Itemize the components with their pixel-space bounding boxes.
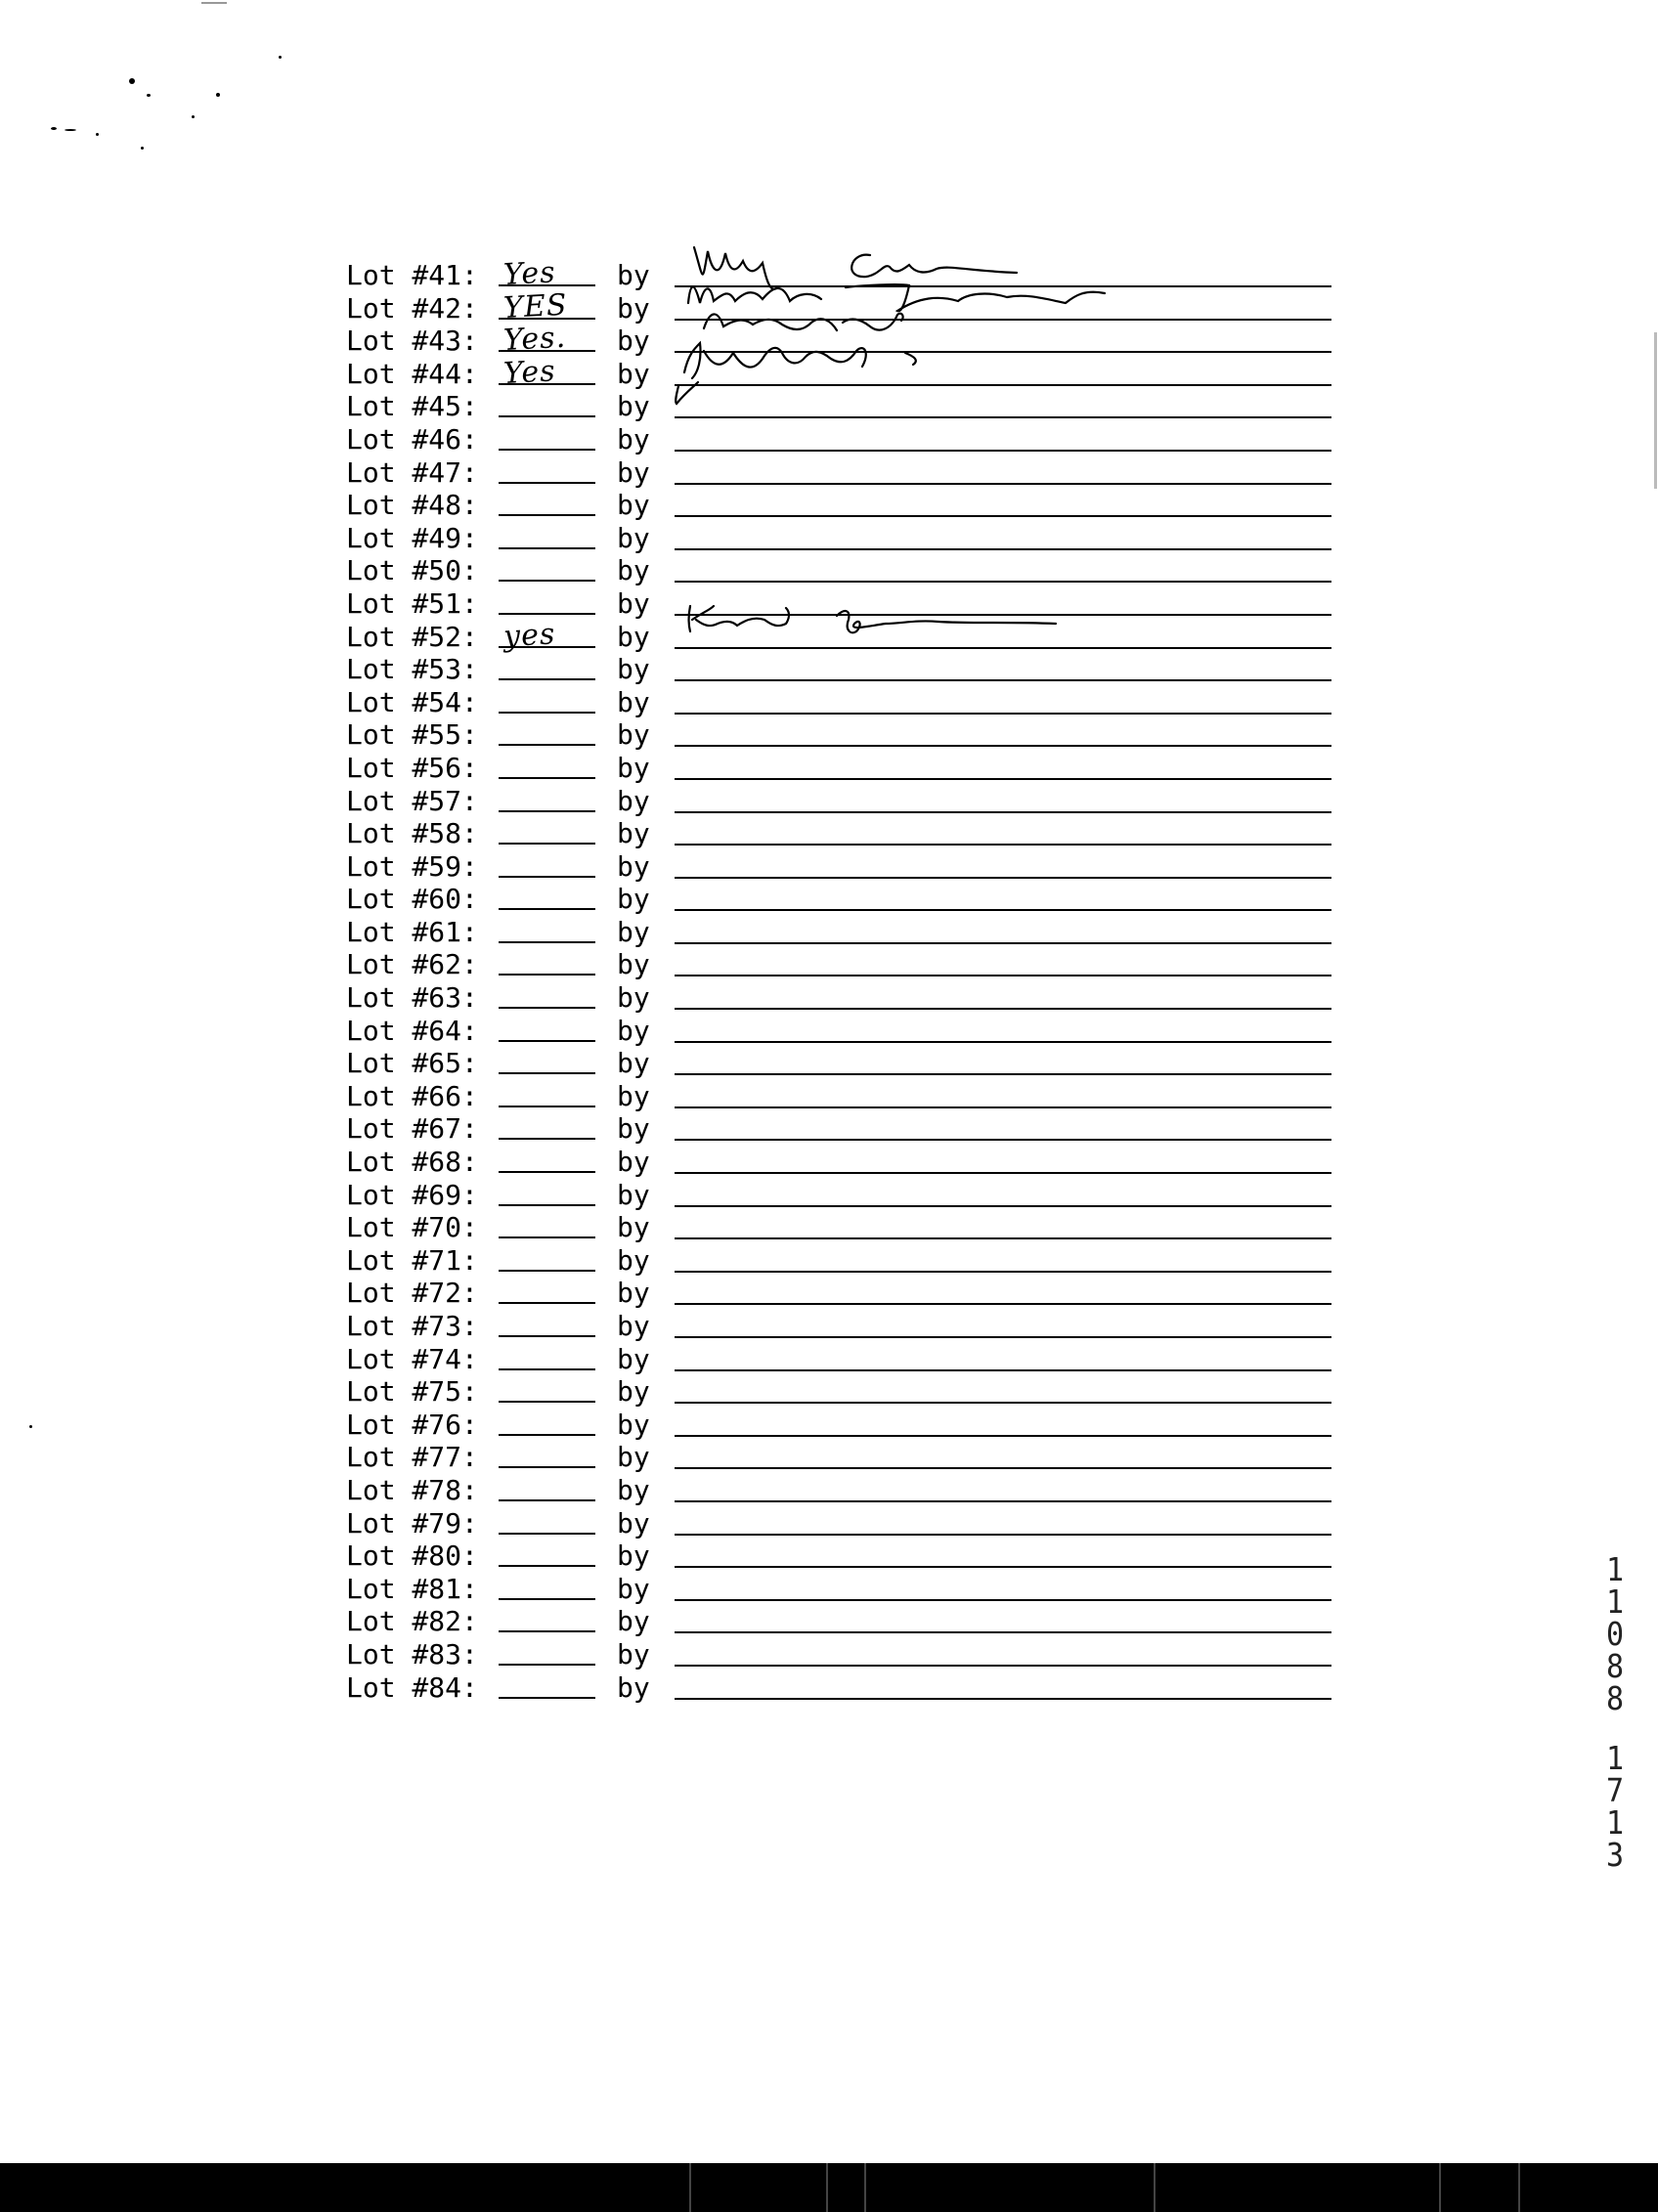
by-label: by: [617, 1014, 650, 1047]
lot-row: [346, 522, 1382, 555]
answer-field[interactable]: [499, 456, 595, 484]
lot-row: [346, 981, 1382, 1015]
lot-row: [346, 1277, 1382, 1310]
answer-field[interactable]: [499, 1638, 595, 1666]
answer-field[interactable]: [499, 1047, 595, 1074]
answer-field[interactable]: [499, 1080, 595, 1107]
lot-row: [346, 1375, 1382, 1409]
lot-row: [346, 1244, 1382, 1278]
by-label: by: [617, 489, 650, 522]
lot-row: [346, 1441, 1382, 1474]
answer-field[interactable]: [499, 320, 595, 359]
signature-line[interactable]: [675, 850, 1331, 879]
lot-row: [346, 1343, 1382, 1376]
answer-field[interactable]: [499, 354, 595, 391]
lot-row: [346, 1015, 1382, 1048]
signature-line[interactable]: [675, 1146, 1331, 1174]
lot-number-label: Lot #72:: [346, 1277, 478, 1310]
lot-row: [346, 1409, 1382, 1442]
by-label: by: [617, 1375, 650, 1409]
lot-number-label: Lot #69:: [346, 1178, 478, 1211]
answer-field[interactable]: [499, 1409, 595, 1436]
signature-line[interactable]: [675, 1112, 1331, 1141]
lot-number-label: Lot #59:: [346, 849, 478, 883]
by-label: by: [617, 948, 650, 981]
signature-line[interactable]: [675, 489, 1331, 517]
lot-row: [346, 1179, 1382, 1212]
lot-number-label: Lot #53:: [346, 653, 478, 686]
lot-number-label: Lot #81:: [346, 1572, 478, 1605]
lot-number-label: Lot #75:: [346, 1375, 478, 1409]
lot-row: [346, 653, 1382, 686]
by-label: by: [617, 883, 650, 916]
answer-field[interactable]: [499, 1573, 595, 1600]
lot-number-label: Lot #55:: [346, 718, 478, 752]
signature-line[interactable]: [675, 1375, 1331, 1404]
by-label: by: [617, 1670, 650, 1704]
answer-field[interactable]: [499, 916, 595, 943]
by-label: by: [617, 751, 650, 784]
lot-number-label: Lot #61:: [346, 915, 478, 948]
lot-row: [346, 1146, 1382, 1179]
control-digit: 1: [1605, 1583, 1625, 1622]
lot-number-label: Lot #64:: [346, 1014, 478, 1047]
lot-row: [346, 1047, 1382, 1080]
by-label: by: [617, 291, 650, 325]
by-label: by: [617, 586, 650, 620]
lot-row: [346, 1474, 1382, 1507]
answer-field[interactable]: [499, 1540, 595, 1567]
by-label: by: [617, 1047, 650, 1080]
signature-line[interactable]: [675, 1474, 1331, 1502]
answer-field[interactable]: [499, 287, 595, 325]
lot-number-label: Lot #73:: [346, 1310, 478, 1342]
signature-line[interactable]: [675, 981, 1331, 1010]
lot-row: [346, 423, 1382, 456]
signature-line[interactable]: [675, 1441, 1331, 1469]
scan-mark: [201, 2, 227, 4]
control-digit: 7: [1605, 1772, 1625, 1810]
by-label: by: [617, 325, 650, 358]
lot-number-label: Lot #43:: [346, 325, 478, 358]
by-label: by: [617, 1178, 650, 1211]
answer-field[interactable]: [499, 255, 595, 292]
answer-field[interactable]: [499, 1277, 595, 1304]
by-label: by: [617, 357, 650, 390]
signature-line[interactable]: [675, 1080, 1331, 1108]
by-label: by: [617, 1277, 650, 1310]
signature-line[interactable]: [675, 1638, 1331, 1667]
answer-field[interactable]: [499, 522, 595, 549]
lot-row: [346, 1540, 1382, 1573]
lot-number-label: Lot #78:: [346, 1473, 478, 1506]
handwritten-signature: [675, 372, 1124, 421]
by-label: by: [617, 1637, 650, 1670]
answer-field[interactable]: [499, 489, 595, 516]
lot-number-label: Lot #45:: [346, 390, 478, 423]
lot-number-label: Lot #57:: [346, 784, 478, 817]
lot-number-label: Lot #42:: [346, 291, 478, 325]
lot-row: [346, 850, 1382, 884]
answer-field[interactable]: [499, 981, 595, 1009]
by-label: by: [617, 554, 650, 587]
signature-line[interactable]: [675, 1343, 1331, 1371]
lot-row: [346, 817, 1382, 850]
signature-line[interactable]: [675, 1244, 1331, 1273]
lot-row: [346, 1573, 1382, 1606]
lot-row: [346, 916, 1382, 949]
handwritten-answer: Yes: [502, 354, 557, 391]
lot-number-label: Lot #74:: [346, 1342, 478, 1375]
signature-line[interactable]: [675, 1047, 1331, 1075]
answer-field[interactable]: [499, 554, 595, 582]
lot-number-label: Lot #51:: [346, 586, 478, 620]
document-control-number: [1601, 1551, 1629, 1875]
signature-line[interactable]: [675, 522, 1331, 550]
lot-number-label: Lot #47:: [346, 455, 478, 489]
handwritten-answer: Yes: [502, 255, 557, 292]
lot-number-label: Lot #58:: [346, 817, 478, 850]
by-label: by: [617, 1079, 650, 1112]
lot-number-label: Lot #84:: [346, 1670, 478, 1704]
answer-field[interactable]: [499, 1310, 595, 1337]
lot-number-label: Lot #60:: [346, 883, 478, 916]
lot-number-label: Lot #48:: [346, 489, 478, 522]
answer-field[interactable]: [499, 752, 595, 779]
handwritten-answer: YES: [502, 287, 569, 325]
lot-row: [346, 1638, 1382, 1671]
lot-row: [346, 1671, 1382, 1705]
lot-row: [346, 785, 1382, 818]
signature-line[interactable]: [675, 1310, 1331, 1338]
lot-number-label: Lot #63:: [346, 981, 478, 1015]
lot-number-label: Lot #52:: [346, 620, 478, 653]
lot-number-label: Lot #50:: [346, 554, 478, 587]
by-label: by: [617, 653, 650, 686]
by-label: by: [617, 1408, 650, 1441]
scan-edge-mark: [1654, 332, 1657, 489]
answer-field[interactable]: [499, 616, 595, 654]
signature-line[interactable]: [675, 752, 1331, 780]
control-digit: 8: [1605, 1648, 1625, 1686]
answer-field[interactable]: [499, 948, 595, 976]
lot-number-label: Lot #68:: [346, 1146, 478, 1179]
signature-line[interactable]: [675, 653, 1331, 681]
lot-number-label: Lot #65:: [346, 1047, 478, 1080]
handwritten-answer: yes: [502, 616, 557, 654]
control-digit: 1: [1605, 1740, 1625, 1778]
lot-number-label: Lot #67:: [346, 1112, 478, 1146]
scan-bottom-band: [0, 2163, 1658, 2212]
answer-field[interactable]: [499, 1211, 595, 1238]
by-label: by: [617, 1572, 650, 1605]
lot-row: [346, 686, 1382, 719]
handwritten-answer: Yes.: [502, 320, 567, 359]
control-digit: 8: [1605, 1680, 1625, 1718]
signature-line[interactable]: [675, 1573, 1331, 1601]
by-label: by: [617, 455, 650, 489]
signature-line[interactable]: [675, 883, 1331, 911]
lot-row: [346, 1112, 1382, 1146]
by-label: by: [617, 817, 650, 850]
signature-line[interactable]: [675, 456, 1331, 485]
answer-field[interactable]: [499, 785, 595, 812]
by-label: by: [617, 784, 650, 817]
answer-field[interactable]: [499, 1671, 595, 1699]
signature-line[interactable]: [675, 1605, 1331, 1633]
handwritten-signature: [675, 602, 1124, 651]
lot-number-label: Lot #54:: [346, 685, 478, 718]
lot-number-label: Lot #82:: [346, 1605, 478, 1638]
by-label: by: [617, 1243, 650, 1277]
signature-line[interactable]: [675, 948, 1331, 976]
answer-field[interactable]: [499, 1375, 595, 1403]
by-label: by: [617, 620, 650, 653]
signature-line[interactable]: [675, 718, 1331, 747]
answer-field[interactable]: [499, 423, 595, 451]
lot-number-label: Lot #70:: [346, 1211, 478, 1244]
by-label: by: [617, 390, 650, 423]
lot-number-label: Lot #44:: [346, 357, 478, 390]
lot-row: [346, 752, 1382, 785]
lot-number-label: Lot #71:: [346, 1243, 478, 1277]
signature-line[interactable]: [675, 1179, 1331, 1207]
by-label: by: [617, 685, 650, 718]
lot-row: [346, 1211, 1382, 1244]
answer-field[interactable]: [499, 1507, 595, 1535]
answer-field[interactable]: [499, 850, 595, 878]
answer-field[interactable]: [499, 587, 595, 615]
lot-row: [346, 489, 1382, 522]
by-label: by: [617, 1540, 650, 1573]
answer-field[interactable]: [499, 1244, 595, 1272]
by-label: by: [617, 915, 650, 948]
signature-line[interactable]: [675, 785, 1331, 813]
answer-field[interactable]: [499, 390, 595, 417]
signature-line[interactable]: [675, 1277, 1331, 1305]
by-label: by: [617, 1146, 650, 1179]
lot-number-label: Lot #77:: [346, 1441, 478, 1474]
lot-row: [346, 948, 1382, 981]
answer-field[interactable]: [499, 1179, 595, 1206]
lot-row: [346, 1507, 1382, 1540]
by-label: by: [617, 1112, 650, 1146]
control-digit: 1: [1605, 1551, 1625, 1589]
answer-field[interactable]: [499, 1343, 595, 1370]
signature-line[interactable]: [675, 1015, 1331, 1043]
lot-number-label: Lot #83:: [346, 1637, 478, 1670]
answer-field[interactable]: [499, 686, 595, 714]
lot-number-label: Lot #49:: [346, 521, 478, 554]
signature-line[interactable]: [675, 423, 1331, 452]
lot-row: [346, 390, 1382, 423]
lot-number-label: Lot #66:: [346, 1079, 478, 1112]
lot-row: [346, 1080, 1382, 1113]
lot-row: [346, 456, 1382, 490]
by-label: by: [617, 422, 650, 455]
lot-row: [346, 1605, 1382, 1638]
lot-number-label: Lot #62:: [346, 948, 478, 981]
lot-number-label: Lot #41:: [346, 259, 478, 291]
control-number-gap: [1601, 1715, 1629, 1743]
by-label: by: [617, 981, 650, 1015]
by-label: by: [617, 1506, 650, 1540]
signature-line[interactable]: [675, 1507, 1331, 1536]
control-digit: 3: [1605, 1837, 1625, 1875]
by-label: by: [617, 1441, 650, 1474]
by-label: by: [617, 1605, 650, 1638]
lot-row: [346, 883, 1382, 916]
by-label: by: [617, 718, 650, 752]
answer-field[interactable]: [499, 1441, 595, 1468]
signature-line[interactable]: [675, 817, 1331, 846]
control-digit: 0: [1605, 1616, 1625, 1654]
control-digit: 1: [1605, 1804, 1625, 1843]
lot-number-label: Lot #56:: [346, 751, 478, 784]
lot-number-label: Lot #76:: [346, 1408, 478, 1441]
answer-field[interactable]: [499, 1112, 595, 1140]
signature-line[interactable]: [675, 916, 1331, 944]
lot-signup-list: [346, 255, 1382, 1704]
lot-number-label: Lot #79:: [346, 1506, 478, 1540]
answer-field[interactable]: [499, 1146, 595, 1173]
lot-row: [346, 616, 1382, 654]
by-label: by: [617, 1342, 650, 1375]
answer-field[interactable]: [499, 1474, 595, 1501]
signature-line[interactable]: [675, 554, 1331, 583]
signature-line[interactable]: [675, 686, 1331, 715]
answer-field[interactable]: [499, 883, 595, 910]
answer-field[interactable]: [499, 1605, 595, 1632]
lot-number-label: Lot #80:: [346, 1540, 478, 1573]
signature-line[interactable]: [675, 1409, 1331, 1437]
lot-number-label: Lot #46:: [346, 422, 478, 455]
answer-field[interactable]: [499, 653, 595, 680]
by-label: by: [617, 849, 650, 883]
answer-field[interactable]: [499, 817, 595, 845]
by-label: by: [617, 1473, 650, 1506]
by-label: by: [617, 1310, 650, 1342]
by-label: by: [617, 1211, 650, 1244]
signature-line[interactable]: [675, 1540, 1331, 1568]
by-label: by: [617, 259, 650, 291]
answer-field[interactable]: [499, 1015, 595, 1042]
answer-field[interactable]: [499, 718, 595, 746]
lot-row: [346, 554, 1382, 587]
signature-line[interactable]: [675, 1211, 1331, 1239]
lot-row: [346, 1310, 1382, 1343]
signature-line[interactable]: [675, 1671, 1331, 1700]
lot-row: [346, 718, 1382, 752]
by-label: by: [617, 521, 650, 554]
